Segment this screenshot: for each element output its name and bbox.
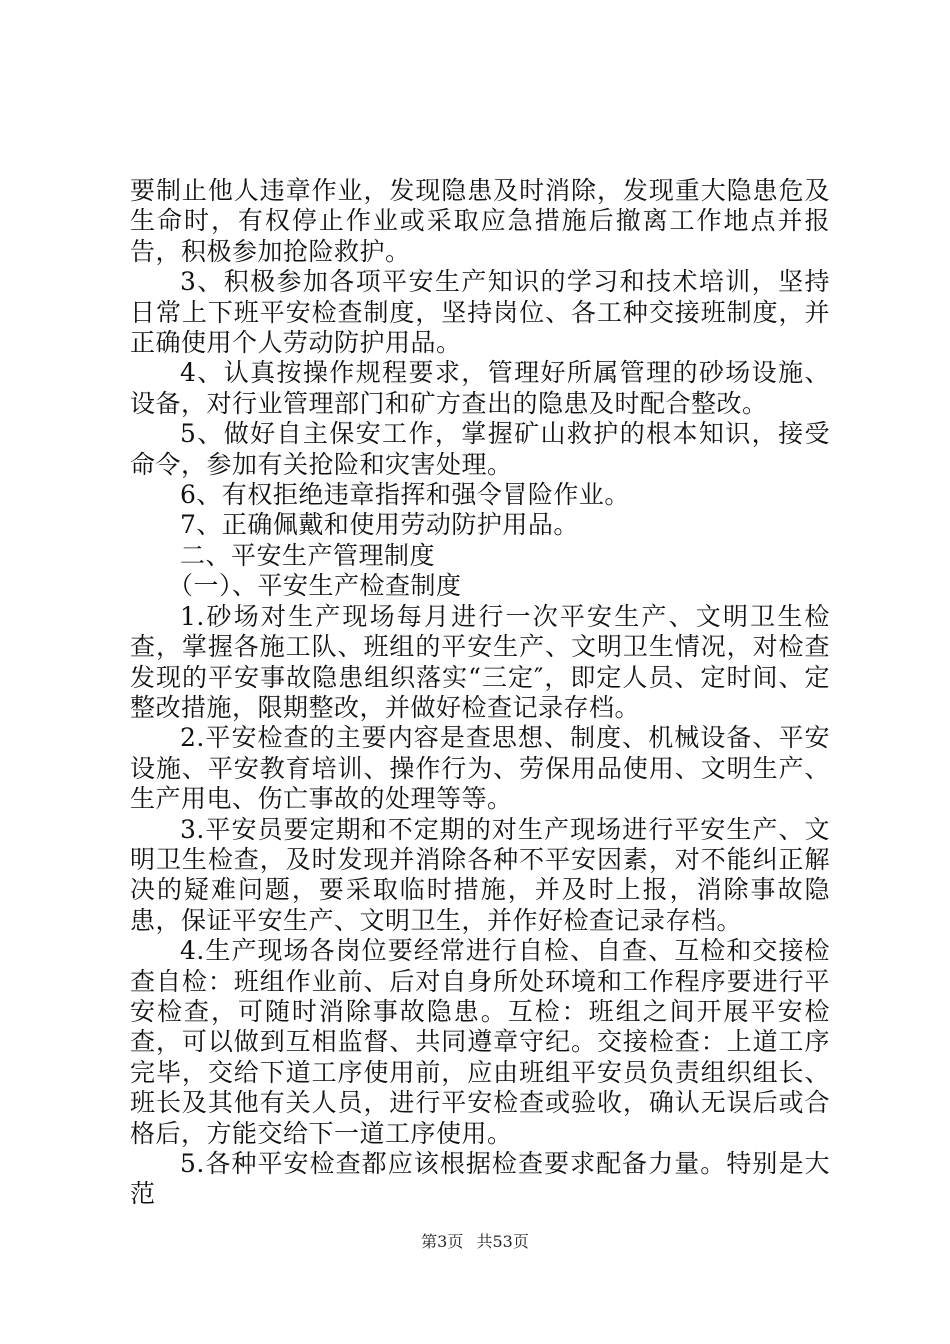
subsection-heading: （一）、平安生产检查制度: [168, 571, 462, 601]
page-footer: [0, 1232, 950, 1252]
paragraph-8: 2.平安检查的主要内容是查思想、制度、机械设备、平安设施、平安教育培训、操作行为、劳保用品使用、文明生产、生产用电、伤亡事故的处理等等。: [130, 723, 830, 814]
page-number: 第3页: [421, 1232, 464, 1251]
paragraph-1: 要制止他人违章作业，发现隐患及时消除，发现重大隐患危及生命时，有权停止作业或采取应急措施后撤离工作地点并报告，积极参加抢险救护。: [130, 176, 830, 266]
paragraph-7: 1.砂场对生产现场每月进行一次平安生产、文明卫生检查，掌握各施工队、班组的平安生产、文明卫生情况，对检查发现的平安事故隐患组织落实“三定″，即定人员、定时间、定整改措施，限期整改，并做好检查记录存档。: [130, 601, 830, 722]
page-total: 共53页: [476, 1232, 529, 1251]
paragraph-5: 6、有权拒绝违章指挥和强令冒险作业。: [180, 480, 630, 510]
paragraph-6: 7、正确佩戴和使用劳动防护用品。: [180, 510, 579, 540]
paragraph-4: 5、做好自主保安工作，掌握矿山救护的根本知识，接受命令，参加有关抢险和灾害处理。: [130, 419, 830, 479]
document-body: [130, 176, 830, 1210]
paragraph-2: 3、积极参加各项平安生产知识的学习和技术培训，坚持日常上下班平安检查制度，坚持岗位、各工种交接班制度，并正确使用个人劳动防护用品。: [130, 267, 830, 358]
paragraph-10: 4.生产现场各岗位要经常进行自检、自查、互检和交接检查自检：班组作业前、后对自身所处环境和工作程序要进行平安检查，可随时消除事故隐患。互检：班组之间开展平安检查，可以做到互相监督、共同遵章守纪。交接检查：上道工序完毕，交给下道工序使用前，应由班组平安员负责组织组长、班长及其他有关人员，进行平安检查或验收，确认无误后或合格后，方能交给下一道工序使用。: [130, 936, 830, 1148]
paragraph-9: 3.平安员要定期和不定期的对生产现场进行平安生产、文明卫生检查，及时发现并消除各种不平安因素，对不能纠正解决的疑难问题，要采取临时措施，并及时上报，消除事故隐患，保证平安生产、文明卫生，并作好检查记录存档。: [130, 814, 830, 935]
section-heading: 二、平安生产管理制度: [180, 540, 436, 570]
paragraph-11: 5.各种平安检查都应该根据检查要求配备力量。特别是大范: [130, 1149, 830, 1209]
paragraph-3: 4、认真按操作规程要求，管理好所属管理的砂场设施、设备，对行业管理部门和矿方查出的隐患及时配合整改。: [130, 358, 830, 418]
